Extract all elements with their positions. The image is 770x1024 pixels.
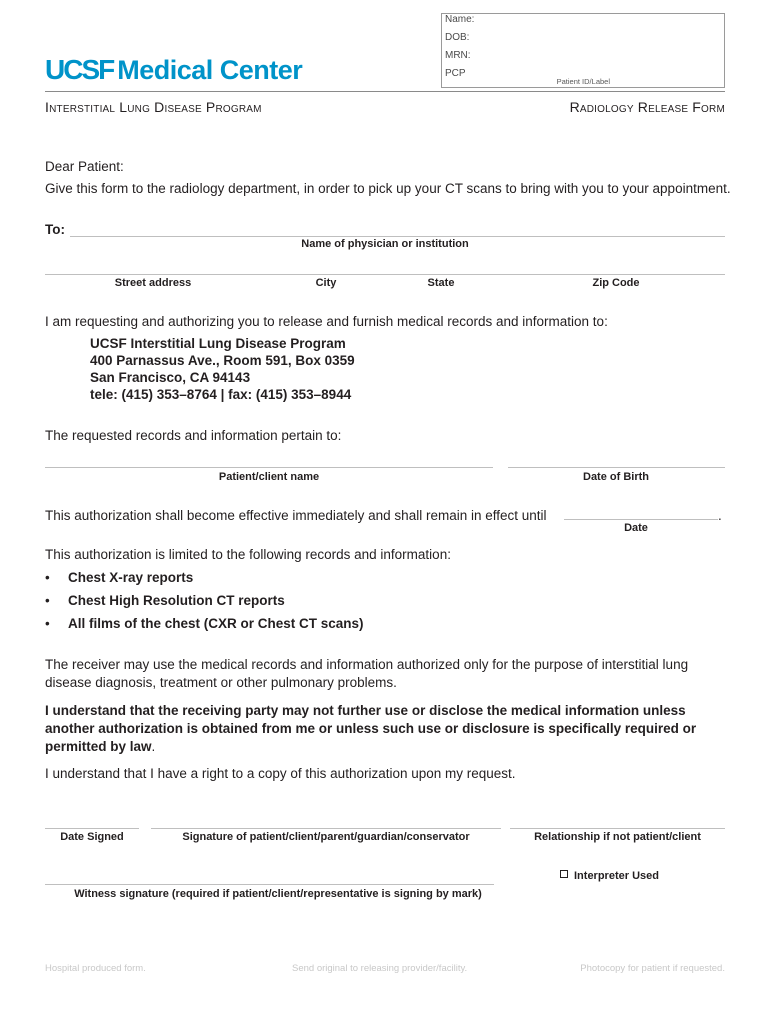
logo-ucsf: UCSF: [45, 54, 114, 85]
limited-text: This authorization is limited to the following records and information:: [45, 547, 451, 562]
pertain-text: The requested records and information pertain to:: [45, 428, 342, 443]
patient-name-caption: Patient/client name: [218, 471, 320, 483]
label-pcp-field: PCP: [445, 68, 466, 79]
request-text: I am requesting and authorizing you to release and furnish medical records and information to:: [45, 314, 608, 329]
program-title: Interstitial Lung Disease Program: [45, 99, 262, 115]
date-signed-line[interactable]: [45, 828, 139, 829]
witness-signature-line[interactable]: [45, 884, 494, 885]
recipient-line-2: 400 Parnassus Ave., Room 591, Box 0359: [90, 353, 355, 368]
patient-name-line[interactable]: [45, 467, 493, 468]
address-line[interactable]: [45, 274, 725, 275]
signature-caption: Signature of patient/client/parent/guardian/conservator: [182, 831, 470, 843]
state-caption: State: [427, 277, 455, 289]
label-footer: Patient ID/Label: [556, 77, 610, 86]
bullet: •: [45, 570, 50, 585]
effective-period: .: [718, 508, 722, 523]
label-mrn-field: MRN:: [445, 50, 471, 61]
dob-caption: Date of Birth: [583, 471, 649, 483]
date-signed-caption: Date Signed: [60, 831, 124, 843]
dob-line[interactable]: [508, 467, 725, 468]
patient-label-box: [441, 13, 725, 88]
record-item-label: Chest High Resolution CT reports: [68, 593, 285, 608]
understand-period: .: [151, 739, 156, 754]
physician-name-caption: Name of physician or institution: [301, 238, 469, 250]
recipient-line-3: San Francisco, CA 94143: [90, 370, 251, 385]
interpreter-checkbox[interactable]: [560, 870, 568, 878]
zip-caption: Zip Code: [592, 277, 640, 289]
record-item-label: Chest X-ray reports: [68, 570, 194, 585]
label-name-field: Name:: [445, 14, 475, 25]
bullet: •: [45, 616, 50, 631]
city-caption: City: [315, 277, 337, 289]
receiver-text: The receiver may use the medical records and information authorized only for the purpose of interstitial lung disease diagnosis, treatment or other pulmonary problems.: [45, 657, 689, 690]
interpreter-option[interactable]: [560, 870, 670, 882]
signature-line[interactable]: [151, 828, 501, 829]
record-item: [45, 593, 285, 608]
expiration-date-line[interactable]: [564, 519, 718, 520]
footer-left: Hospital produced form.: [45, 963, 146, 974]
recipient-line-1: UCSF Interstitial Lung Disease Program: [90, 336, 346, 351]
record-item: [45, 616, 364, 631]
street-caption: Street address: [114, 277, 192, 289]
logo-medical-center: Medical Center: [117, 55, 303, 85]
instruction-text: Give this form to the radiology department, in order to pick up your CT scans to bring with you to your appointment.: [45, 181, 731, 196]
copy-right-text: I understand that I have a right to a copy of this authorization upon my request.: [45, 766, 516, 781]
to-label: To:: [45, 222, 65, 237]
greeting: Dear Patient:: [45, 159, 124, 174]
interpreter-label: Interpreter Used: [574, 870, 659, 882]
bullet: •: [45, 593, 50, 608]
record-item: [45, 570, 193, 585]
form-title: Radiology Release Form: [569, 99, 725, 115]
record-item-label: All films of the chest (CXR or Chest CT scans): [68, 616, 364, 631]
ucsf-logo: [45, 54, 302, 88]
label-dob-field: DOB:: [445, 32, 470, 43]
physician-name-line[interactable]: [70, 236, 725, 237]
footer-right: Photocopy for patient if requested.: [580, 963, 725, 974]
relationship-line[interactable]: [510, 828, 725, 829]
recipient-line-4: tele: (415) 353–8764 | fax: (415) 353–8944: [90, 387, 352, 402]
header-rule: [45, 91, 725, 92]
understand-paragraph: [45, 702, 735, 756]
relationship-caption: Relationship if not patient/client: [534, 831, 701, 843]
expiration-date-caption: Date: [624, 522, 648, 534]
effective-text: This authorization shall become effective immediately and shall remain in effect until: [45, 508, 547, 523]
footer-center: Send original to releasing provider/facility.: [292, 963, 468, 974]
witness-caption: Witness signature (required if patient/client/representative is signing by mark): [74, 888, 482, 900]
understand-bold-text: I understand that the receiving party may not further use or disclose the medical information unless another authorization is obtained from me or unless such use or disclosure is specifically required or permitted by law: [45, 703, 697, 754]
